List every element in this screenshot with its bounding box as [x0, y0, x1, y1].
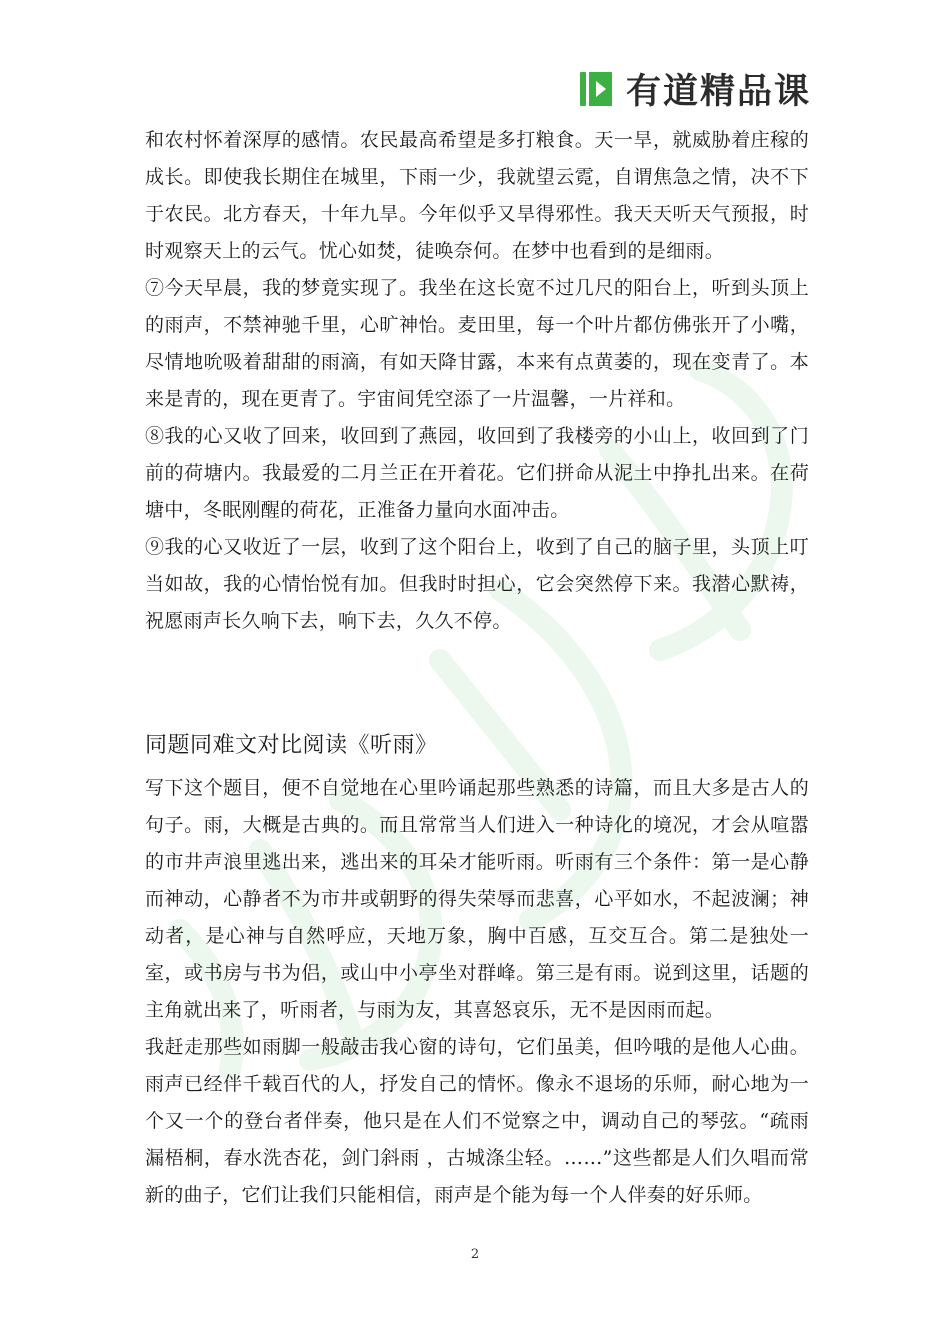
- article-paragraph: ⑦今天早晨，我的梦竟实现了。我坐在这长宽不过几尺的阳台上，听到头顶上的雨声，不禁神驰千里，心旷神怡。麦田里，每一个叶片都仿佛张开了小嘴，尽情地吮吸着甜甜的雨滴，有如天降甘露，本来有点黄萎的，现在变青了。本来是青的，现在更青了。宇宙间凭空添了一片温馨，一片祥和。: [145, 277, 809, 410]
- play-book-icon: [578, 69, 616, 109]
- logo-text: 有道精品课: [626, 72, 812, 112]
- article-paragraph: 和农村怀着深厚的感情。农民最高希望是多打粮食。天一旱，就威胁着庄稼的成长。即使我长期住在城里，下雨一少，我就望云霓，自谓焦急之情，决不下于农民。北方春天，十年九旱。今年似乎又旱得邪性。我天天听天气预报，时时观察天上的云气。忧心如焚，徒唤奈何。在梦中也看到的是细雨。: [145, 129, 809, 262]
- article-paragraph: ⑧我的心又收了回来，收回到了燕园，收回到了我楼旁的小山上，收回到了门前的荷塘内。我最爱的二月兰正在开着花。它们拼命从泥土中挣扎出来。在荷塘中，冬眠刚醒的荷花，正准备力量向水面冲击。: [145, 425, 809, 521]
- section-title: 同题同难文对比阅读《听雨》: [145, 733, 438, 758]
- comparison-paragraph: 写下这个题目，便不自觉地在心里吟诵起那些熟悉的诗篇，而且大多是古人的句子。雨，大概是古典的。而且常常当人们进入一种诗化的境况，才会从喧嚣的市井声浪里逃出来，逃出来的耳朵才能听雨。听雨有三个条件：第一是心静而神动，心静者不为市井或朝野的得失荣辱而悲喜，心平如水，不起波澜；神动者，是心神与自然呼应，天地万象，胸中百感，互交互合。第二是独处一室，或书房与书为侣，或山中小亭坐对群峰。第三是有雨。说到这里，话题的主角就出来了，听雨者，与雨为友，其喜怒哀乐，无不是因雨而起。: [145, 777, 809, 1021]
- page-number: 2: [470, 1247, 480, 1262]
- comparison-paragraph: 我赶走那些如雨脚一般敲击我心窗的诗句，它们虽美，但吟哦的是他人心曲。雨声已经伴千载百代的人，抒发自己的情怀。像永不退场的乐师，耐心地为一个又一个的登台者伴奏，他只是在人们不觉察之中，调动自己的琴弦。“疏雨漏梧桐，春水洗杏花，剑门斜雨 ，古城涤尘轻。……”这些都是人们久唱而常新的曲子，它们让我们只能相信，雨声是个能为每一个人伴奏的好乐师。: [145, 1036, 809, 1206]
- brand-logo: [578, 66, 811, 112]
- article-paragraph: ⑨我的心又收近了一层，收到了这个阳台上，收到了自己的脑子里，头顶上叮当如故，我的心情怡悦有加。但我时时担心，它会突然停下来。我潜心默祷，祝愿雨声长久响下去，响下去，久久不停。: [145, 536, 809, 632]
- document-body: [145, 122, 809, 1214]
